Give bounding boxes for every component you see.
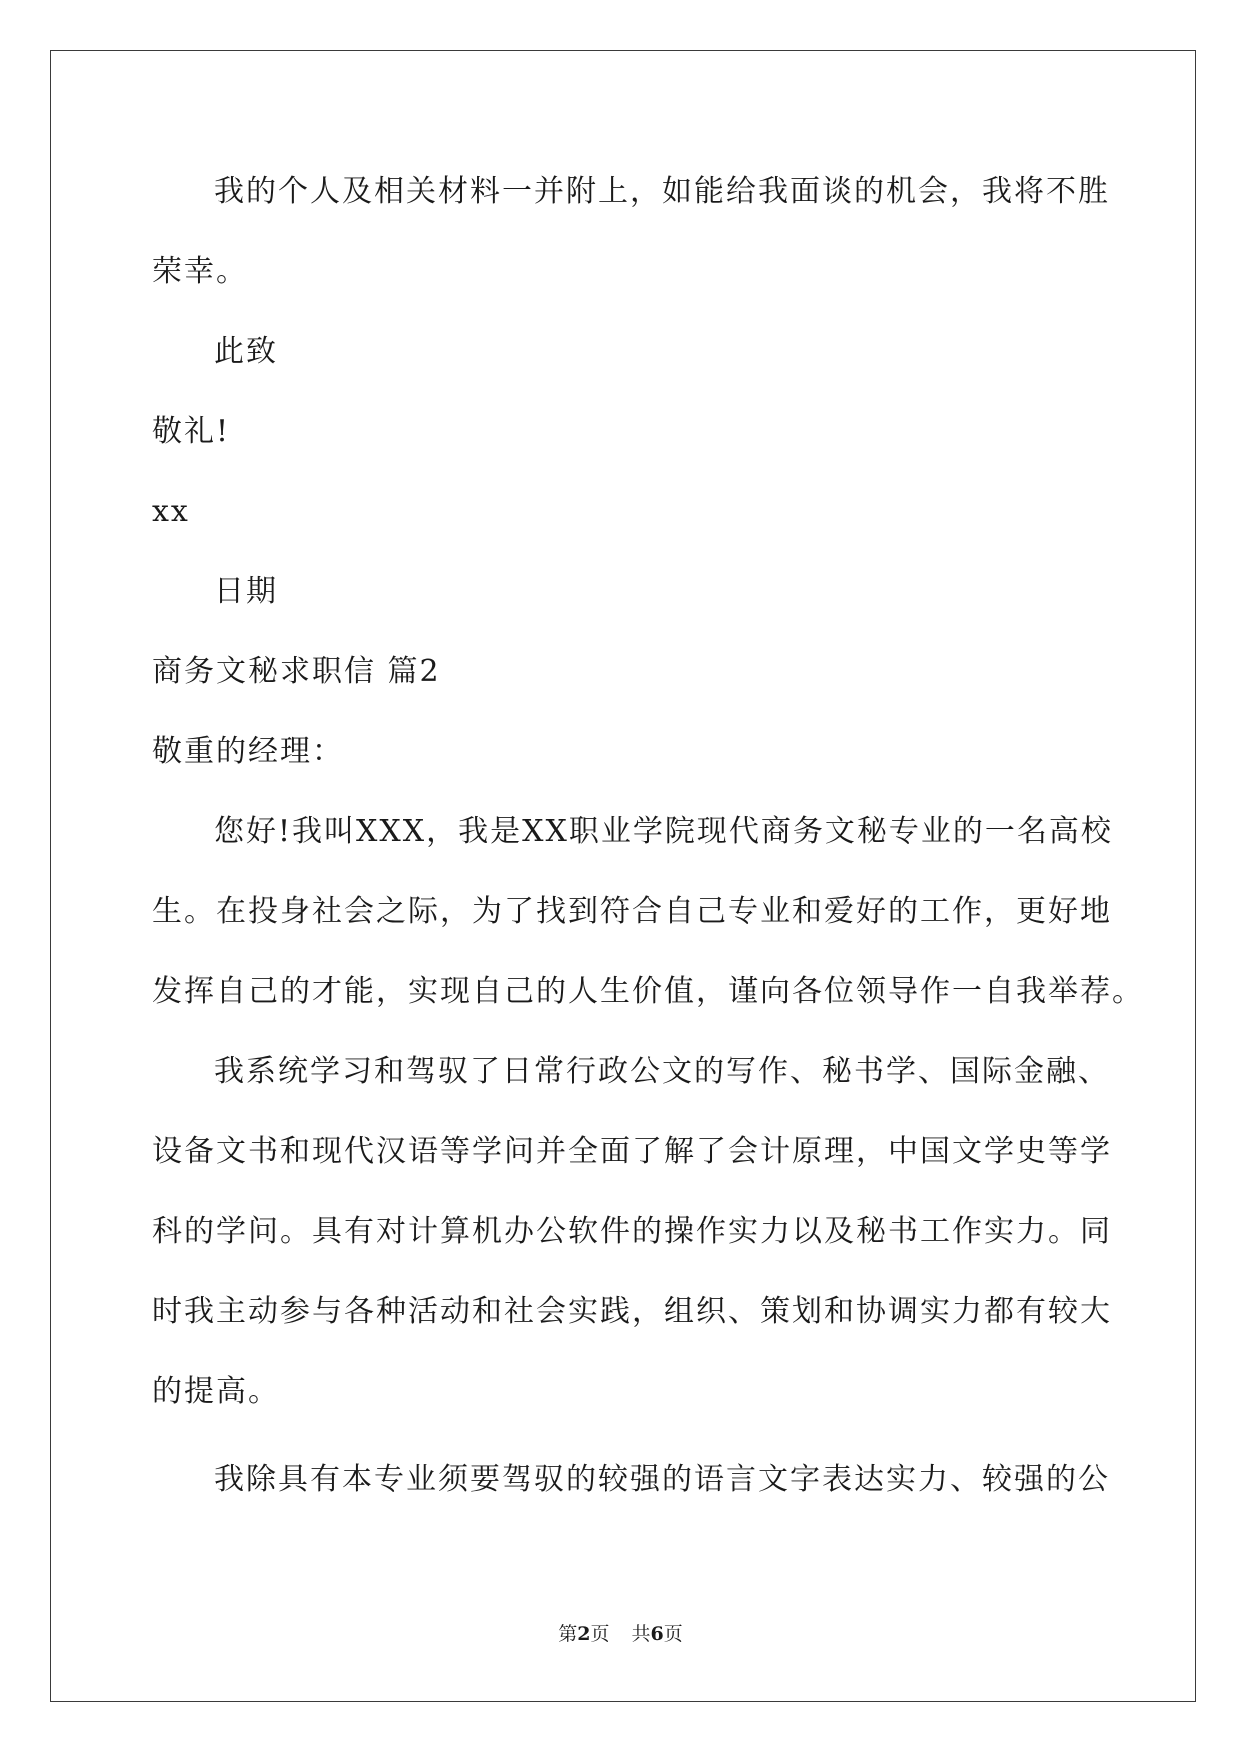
- closing-regards: 敬礼!: [152, 414, 231, 449]
- paragraph-line: 设备文书和现代汉语等学问并全面了解了会计原理，中国文学史等学: [152, 1134, 1112, 1169]
- page-border: [50, 50, 1196, 1702]
- footer-page-suffix: 页: [590, 1623, 610, 1645]
- footer-page-prefix: 第: [558, 1623, 578, 1645]
- paragraph-line: 荣幸。: [152, 254, 248, 289]
- paragraph-line: 的提高。: [152, 1374, 280, 1409]
- paragraph-line: 我除具有本专业须要驾驭的较强的语言文字表达实力、较强的公: [214, 1462, 1110, 1497]
- paragraph-line: 您好!我叫XXX，我是XX职业学院现代商务文秘专业的一名高校: [214, 814, 1113, 849]
- paragraph-line: 时我主动参与各种活动和社会实践，组织、策划和协调实力都有较大: [152, 1294, 1112, 1329]
- paragraph-line: 科的学问。具有对计算机办公软件的操作实力以及秘书工作实力。同: [152, 1214, 1112, 1249]
- signature-date: 日期: [214, 574, 278, 609]
- footer-total-number: 6: [650, 1623, 664, 1645]
- letter-greeting: 敬重的经理：: [152, 734, 344, 769]
- paragraph-line: 生。在投身社会之际，为了找到符合自己专业和爱好的工作，更好地: [152, 894, 1112, 929]
- closing-salutation: 此致: [214, 334, 278, 369]
- page-footer: [0, 1622, 1241, 1646]
- paragraph-line: 我系统学习和驾驭了日常行政公文的写作、秘书学、国际金融、: [214, 1054, 1110, 1089]
- section-heading: 商务文秘求职信 篇2: [152, 654, 441, 689]
- paragraph-line: 我的个人及相关材料一并附上，如能给我面谈的机会，我将不胜: [214, 174, 1110, 209]
- footer-total-prefix: 共: [631, 1623, 651, 1645]
- footer-page-number: 2: [577, 1623, 591, 1645]
- footer-total-suffix: 页: [663, 1623, 683, 1645]
- signature-name: xx: [152, 494, 190, 529]
- paragraph-line: 发挥自己的才能，实现自己的人生价值，谨向各位领导作一自我举荐。: [152, 974, 1144, 1009]
